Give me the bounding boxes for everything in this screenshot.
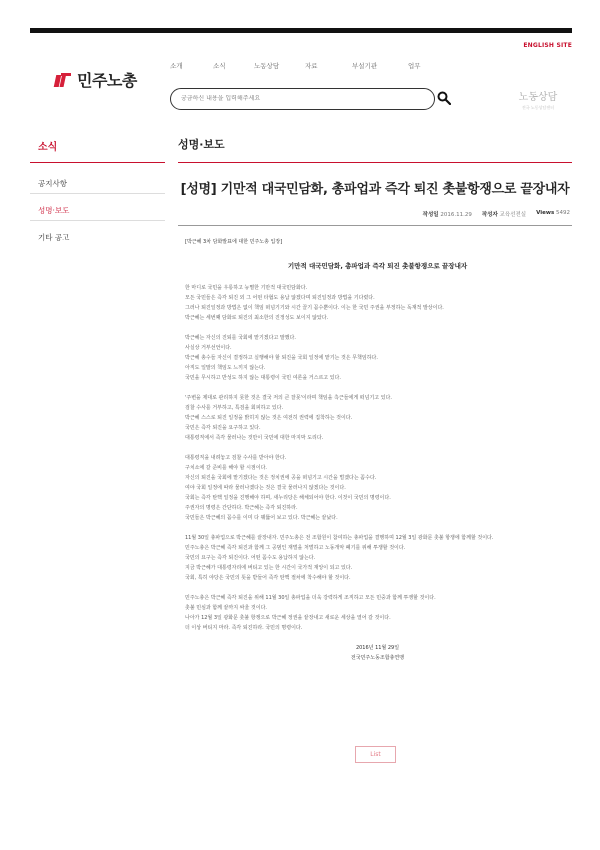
body-line: 국회, 특히 야당은 국민의 뜻을 받들어 즉각 탄핵 절차에 착수해야 할 것이다.: [185, 575, 351, 581]
date-label: 작성일: [422, 212, 439, 218]
post-date: 2016.11.29: [440, 212, 472, 218]
body-line: 모든 국민들은 즉각 퇴진 외 그 어떤 타협도 용납 않겠다며 퇴진일정과 방법을 기다렸다.: [185, 295, 375, 301]
nav-item-counsel[interactable]: 노동상담: [254, 62, 280, 70]
body-line: 국회는 즉각 탄핵 일정을 진행해야 하며, 새누리당은 해체되어야 한다. 이것이 국민의 명령이다.: [185, 495, 391, 501]
statement-date: 2016년 11월 29일: [355, 645, 400, 651]
list-button[interactable]: List: [355, 746, 396, 763]
body-line: 국민의 요구는 즉각 퇴진이다. 어떤 꼼수도 용납하지 않는다.: [185, 555, 316, 561]
english-site-link[interactable]: ENGLISH SITE: [523, 42, 572, 49]
body-title: 기만적 대국민담화, 총파업과 즉각 퇴진 촛불항쟁으로 끝장내자: [287, 262, 468, 270]
counsel-title: 노동상담: [518, 92, 558, 103]
site-logo[interactable]: [55, 68, 137, 91]
sidebar-menu: [38, 178, 69, 259]
nav-item-affiliates[interactable]: 부설기관: [352, 62, 378, 70]
body-line: 촛불 민심과 함께 끝까지 싸울 것이다.: [185, 605, 267, 611]
nav-item-intro[interactable]: 소개: [170, 62, 183, 70]
search-input[interactable]: [181, 95, 421, 102]
body-line: 국민은 즉각 퇴진을 요구하고 있다.: [185, 425, 261, 431]
body-line: 대통령직을 내려놓고 검찰 수사를 받아야 한다.: [185, 455, 287, 461]
sidebar-item-other-notice[interactable]: 기타 공고: [38, 233, 70, 242]
nav-item-resources[interactable]: 자료: [305, 62, 318, 70]
sidebar-item-notice[interactable]: 공지사항: [38, 179, 67, 188]
post-views: 5492: [556, 210, 570, 216]
body-line: 지금 박근혜가 대통령자리에 버티고 있는 한 시간이 국가적 재앙이 되고 있다.: [185, 565, 353, 571]
logo-text: 민주노총: [77, 71, 137, 90]
body-line: 아직도 일말의 책임도 느끼지 않는다.: [185, 365, 266, 371]
counsel-link[interactable]: [510, 88, 566, 111]
post-author: 교육선전실: [499, 212, 527, 218]
search-icon[interactable]: [437, 91, 451, 105]
views-label: Views: [536, 210, 555, 216]
body-line: 국민을 무시하고 반성도 하지 않는 대통령이 국민 여론을 거스르고 있다.: [185, 375, 341, 381]
post-body: [185, 237, 570, 663]
sidebar-item-divider: [30, 193, 165, 194]
body-line: 한 마디로 국민을 우롱하고 능멸한 기만적 대국민담화다.: [185, 285, 308, 291]
search-box[interactable]: [170, 88, 435, 110]
page-title: 성명·보도: [178, 138, 225, 151]
body-header: [박근혜 3차 담화발표에 대한 민주노총 입장]: [185, 239, 283, 245]
body-line: 더 이상 버티지 마라. 즉각 퇴진하라. 국민의 명령이다.: [185, 625, 303, 631]
post-title: [성명] 기만적 대국민담화, 총파업과 즉각 퇴진 촛불항쟁으로 끝장내자: [180, 182, 570, 197]
nav-item-work[interactable]: 업무: [408, 62, 421, 70]
sidebar-title: 소식: [38, 142, 58, 153]
body-line: 나아가 12월 3일 광화문 촛불 항쟁으로 박근혜 정권을 끝장내고 새로운 세상을 열어 갈 것이다.: [185, 615, 391, 621]
post-meta: [423, 210, 570, 218]
body-line: 여야 국회 일정에 따라 물러나겠다는 것은 결국 물러나지 않겠다는 것이다.: [185, 485, 346, 491]
nav-item-news[interactable]: 소식: [213, 62, 226, 70]
sidebar-item-divider: [30, 220, 165, 221]
body-line: 주권자의 명령은 간단하다. 박근혜는 즉각 퇴진하라.: [185, 505, 298, 511]
sidebar-divider: [30, 162, 165, 163]
body-line: '주변을 제대로 관리하지 못한 것은 결국 저의 큰 잘못'이라며 책임을 측근들에게 떠넘기고 있다.: [185, 395, 392, 401]
body-line: 구치소에 갈 준비를 해야 할 시점이다.: [185, 465, 267, 471]
body-line: 민주노총은 박근혜 즉각 퇴진을 위해 11월 30일 총파업을 더욱 강력하게 조직하고 모든 민중과 함께 투쟁할 것이다.: [185, 595, 436, 601]
main-nav: [170, 61, 454, 70]
body-line: 자신의 퇴진을 국회에 맡기겠다는 것은 정치권에 공을 떠넘기고 시간을 벌겠다는 꼼수다.: [185, 475, 377, 481]
top-bar: [30, 28, 572, 33]
body-line: 검찰 수사를 거부하고, 특검을 회피하고 있다.: [185, 405, 284, 411]
author-label: 작성자: [481, 212, 498, 218]
title-divider: [178, 162, 572, 163]
body-line: 11월 30일 총파업으로 박근혜를 끝장내자. 민주노총은 전 조합원이 참여하는 총파업을 결행하며 12월 3일 광화문 촛불 항쟁에 함께할 것이다.: [185, 535, 494, 541]
body-line: 박근혜는 세번째 담화로 퇴진의 최소한의 진정성도 보이지 않았다.: [185, 315, 329, 321]
body-line: 박근혜 스스로 퇴진 일정을 밝히지 않는 것은 여전히 권력에 집착하는 것이다.: [185, 415, 353, 421]
logo-mark-icon: [55, 73, 71, 87]
body-line: 그러나 퇴진일정과 방법은 없이 책임 떠넘기기와 시간 끌기 꼼수뿐이다. 이는 한 국민 주권을 부정하는 독재적 발상이다.: [185, 305, 444, 311]
body-line: 국민들은 박근혜의 꼼수를 이미 다 꿰뚫어 보고 있다. 박근혜는 끝났다.: [185, 515, 338, 521]
body-line: 사실상 거부선언이다.: [185, 345, 232, 351]
body-line: 박근혜 총수들 자신이 결정하고 실행해야 할 퇴진을 국회 일정에 맡기는 것은 무책임하다.: [185, 355, 378, 361]
sidebar-item-statements[interactable]: 성명·보도: [38, 206, 70, 215]
meta-divider: [178, 225, 572, 226]
body-line: 대통령직에서 즉각 물러나는 것만이 국민에 대한 마지막 도리다.: [185, 435, 324, 441]
body-line: 박근혜는 자신의 진퇴를 국회에 맡기겠다고 말했다.: [185, 335, 296, 341]
statement-signature: 전국민주노동조합총연맹: [350, 655, 405, 661]
counsel-subtitle: 전국 노동상담센터: [521, 105, 555, 110]
body-line: 민주노총은 박근혜 즉각 퇴진과 함께 그 공범인 재벌을 처벌하고 노동개악 폐기를 위해 투쟁할 것이다.: [185, 545, 406, 551]
